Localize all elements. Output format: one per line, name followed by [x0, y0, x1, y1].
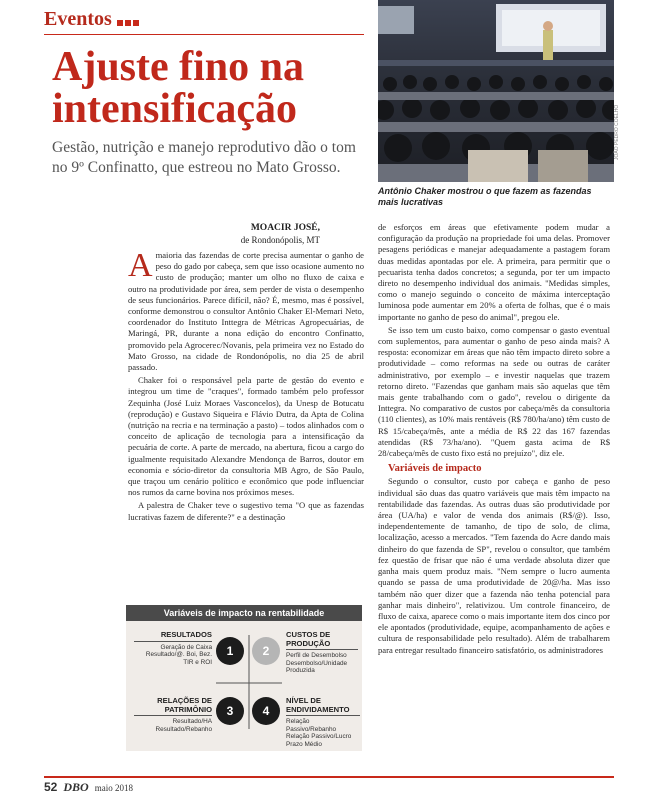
- section-tag-label: Eventos: [44, 8, 112, 30]
- infographic-item-title: CUSTOS DE PRODUÇÃO: [286, 630, 331, 648]
- infographic-item-endividamento: NÍVEL DE ENDIVIDAMENTO Relação Passivo/Rebanho Relação Passivo/Lucro Prazo Médio: [286, 697, 360, 749]
- dropcap: A: [128, 247, 153, 284]
- issue-date: maio 2018: [94, 783, 133, 793]
- byline-location: de Rondonópolis, MT: [240, 235, 320, 245]
- infographic-cross-lines: [214, 633, 284, 731]
- magazine-name: DBO: [63, 780, 89, 794]
- photo-caption: Antônio Chaker mostrou o que fazem as fazendas mais lucrativas: [378, 186, 592, 207]
- event-photo: [378, 0, 614, 182]
- infographic-title: Variáveis de impacto na rentabilidade: [126, 605, 362, 621]
- infographic-item-title: RESULTADOS: [160, 630, 212, 639]
- body-paragraph: Chaker foi o responsável pela parte de gestão do evento e integrou um time de "craques", formado também pelo professor Zequinha (José Luiz Moraes Vasconcelos), da Unesp de Botucatu (reprodução) e Gustavo Siqueira e Flávio Dutra, da Apta de Colina (nutrição na recria e na terminação a pasto) – todos alinhados com o conceito de aplicação de tecnologia para a intensificação da pecuária de corte. A parte de mercado, na abertura, ficou a cargo do igualmente requisitado Alexandre Mendonça de Barros, doutor em economia e sócio-diretor da consultoria MB Agro, de São Paulo, que traçou um cenário político e econômico que pode influenciar nos rumos da carne bovina nos próximos meses.: [128, 375, 364, 498]
- infographic-item-title: RELAÇÕES DE PATRIMÔNIO: [157, 696, 212, 714]
- infographic-item-title: NÍVEL DE ENDIVIDAMENTO: [286, 696, 350, 714]
- infographic-item-custos: CUSTOS DE PRODUÇÃO Perfil de Desembolso Desembolso/Unidade Produzida: [286, 631, 358, 675]
- photo-credit: JOÃO PEDRO COELHO: [614, 104, 620, 160]
- footer-divider: [44, 776, 614, 778]
- infographic: [126, 605, 362, 751]
- infographic-number-1: 1: [216, 637, 244, 665]
- infographic-item-patrimonio: RELAÇÕES DE PATRIMÔNIO Resultado/HA Resultado/Rebanho: [134, 697, 212, 733]
- body-paragraph: Se isso tem um custo baixo, como compensar o gasto eventual com suplementos, para aumentar o ganho de peso ainda mais? A resposta: economizar em áreas que não têm impacto direto sobre a produtividade – como reformas na sede ou outras de caráter administrativo, por exemplo – e investir naquelas que trazem retorno direto. "Fazendas que ganham mais são aquelas que têm mais gente trabalhando com o gado", revelou o dirigente da Inttegra. No comparativo de custos por cabeça/mês da consultoria (110 clientes), as 10% mais rentáveis (R$ 780/ha/ano) têm custo de R$ 15/cabeça/mês, ante a média de R$ 22 das 167 fazendas atendidas (R$ 73/ha/ano). "Quem gasta acima de R$ 28/cabeça/mês de custo fixo está no prejuízo", diz ele.: [378, 324, 610, 459]
- page-number: 52: [44, 780, 58, 794]
- section-squares-icon: [117, 9, 141, 32]
- section-tag: [44, 8, 141, 32]
- section-divider: [44, 34, 364, 35]
- footer: [44, 780, 133, 795]
- deck: Gestão, nutrição e manejo reprodutivo dão o tom no 9º Confinatto, que estreou no Mato Grosso.: [52, 139, 356, 176]
- infographic-number-4: 4: [252, 697, 280, 725]
- body-column-right: [378, 222, 610, 658]
- byline: [120, 222, 320, 246]
- headline: Ajuste fino na intensificação: [52, 44, 305, 132]
- infographic-number-3: 3: [216, 697, 244, 725]
- body-column-left: [128, 247, 364, 525]
- byline-author: MOACIR JOSÉ,: [250, 223, 320, 233]
- infographic-item-resultados: RESULTADOS Geração de Caixa Resultado/@. Boi, Bez. TIR e ROI: [134, 631, 212, 666]
- body-paragraph: A palestra de Chaker teve o sugestivo tema "O que as fazendas lucrativas fazem de diferente?" e a destinação: [128, 500, 364, 522]
- body-paragraph: Segundo o consultor, custo por cabeça e ganho de peso individual são duas das quatro variáveis que mais têm impacto na rentabilidade das fazendas. As outras duas são produtividade por área (UA/ha) e valor de venda dos animais (R$/@). Isso, independentemente de tamanho, de tipo de solo, de clima, localização, acesso a mercados. "Tem fazenda do Acre dando mais dinheiro do que fazenda de SP", revelou o consultor, que também fez questão de frisar que não é uma verdade absoluta dizer que ganha mais quem produz mais. "Nem sempre o lucro aumenta quando se passa de uma produtividade de 20@/ha. Mas isso também não quer dizer que a fazenda não tenha potencial para ganhar mais dinheiro", relativizou. Um controle financeiro, de fluxo de caixa, aparece como o mais importante item dos cinco por ele apontados (produtividade, equipe, acompanhamento de ações e cultura de responsabilidade pelo resultado). Além de trabalharem para entregar resultado financeiro satisfatório, os administradores: [378, 476, 610, 655]
- subhead: Variáveis de impacto: [388, 463, 482, 475]
- infographic-number-2: 2: [252, 637, 280, 665]
- body-paragraph: de esforços em áreas que efetivamente podem mudar a configuração da produção na propriedade foi uma delas. Promover pesagens periódicas e manejar adequadamente a pastagem foram duas medidas apontadas por ele. A primeira, para permitir que o pecuarista tenha dados concretos; a segunda, por ter um impacto direto no desempenho individual dos animais. "Medidas simples, como o manejo seguindo o conceito de máxima interceptação luminosa pode aumentar em 20% a oferta de folhas, que é o mais importante no ganho de peso do animal", pregou ele.: [378, 222, 610, 322]
- body-paragraph: Amaioria das fazendas de corte precisa aumentar o ganho de peso do gado por cabeça, sem que isso ocasione aumento no custo de produção; manter um olho no fluxo de caixa e outro na produtividade por área, sem perder de vista o desempenho de seus funcionários. Parece difícil, não? É, mesmo, mas é possível, conforme demonstrou o consultor Antônio Chaker El-Memari Neto, coordenador do Instituto Inttegra de Métricas Agropecuárias, de Maringá, PR, durante a nona edição do encontro Confinatto, promovido pela Agrocerес/Novanis, pela primeira vez no Estado do Mato Grosso, na cidade de Rondonópolis, no dia 25 de abril passado.: [128, 247, 364, 373]
